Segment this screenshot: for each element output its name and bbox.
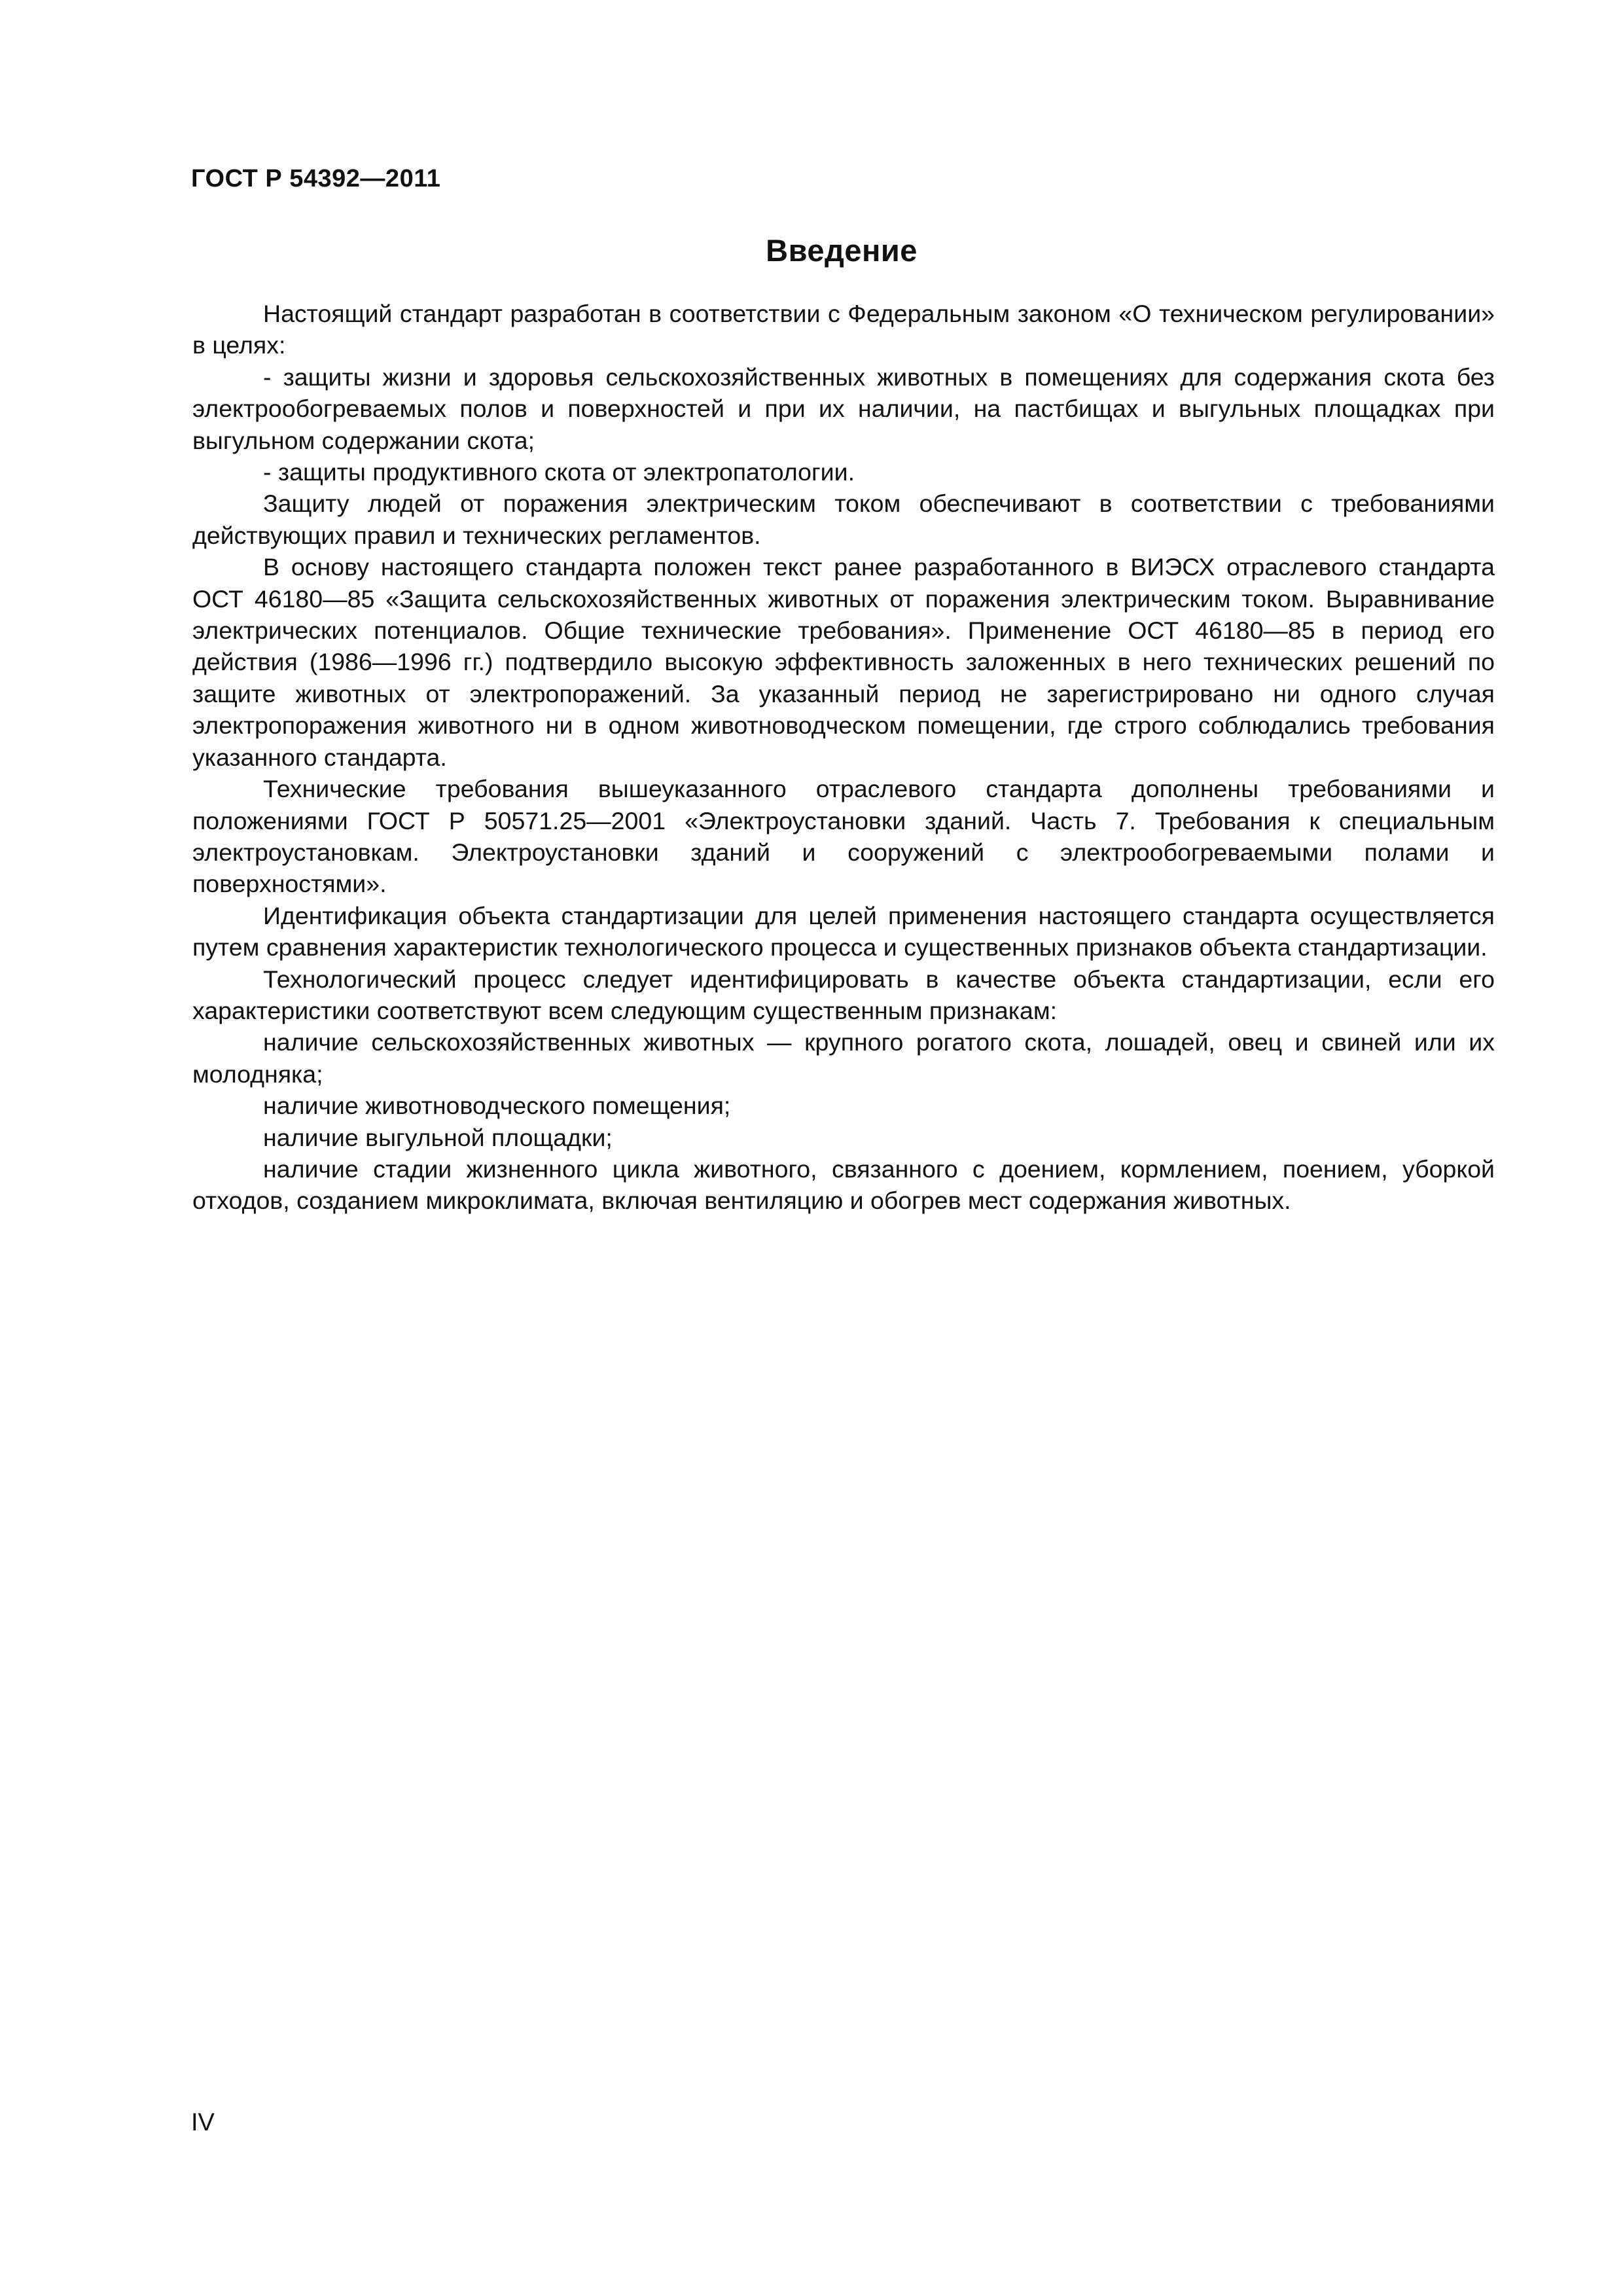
paragraph: наличие животноводческого помещения; [263, 1092, 731, 1120]
document-header: ГОСТ Р 54392—2011 [191, 165, 441, 192]
paragraph: В основу настоящего стандарта положен текст ранее разработанного в ВИЭСХ отраслевого стандарта ОСТ 46180—85 «Защита сельскохозяйственных животных от поражения электрическим током. Выравнивание электрических потенциалов. Общие технические требования». Применение ОСТ 46180—85 в период его действия (1986—1996 гг.) подтвердило высокую эффективность заложенных в него технических решений по защите животных от электропоражений. За указанный период не зарегистрировано ни одного случая электропоражения животного ни в одном животноводческом помещении, где строго соблюдались требования указанного стандарта. [192, 553, 1495, 771]
paragraph: Настоящий стандарт разработан в соответствии с Федеральным законом «О техническом регулировании» в целях: [192, 300, 1495, 359]
page-number: IV [191, 2109, 215, 2136]
paragraph: наличие стадии жизненного цикла животного, связанного с доением, кормлением, поением, уборкой отходов, созданием микроклимата, включая вентиляцию и обогрев мест содержания животных. [192, 1155, 1495, 1215]
paragraph: Идентификация объекта стандартизации для целей применения настоящего стандарта осуществляется путем сравнения характеристик технологического процесса и существенных признаков объекта стандартизации. [192, 901, 1495, 961]
paragraph: - защиты продуктивного скота от электропатологии. [263, 458, 855, 486]
section-title: Введение [766, 233, 918, 268]
paragraph: - защиты жизни и здоровья сельскохозяйственных животных в помещениях для содержания скота без электрообогреваемых полов и поверхностей и при их наличии, на пастбищах и выгульных площадках при выгульном содержании скота; [192, 363, 1495, 454]
paragraph: Технические требования вышеуказанного отраслевого стандарта дополнены требованиями и положениями ГОСТ Р 50571.25—2001 «Электроустановки зданий. Часть 7. Требования к специальным электроустановкам. Электроустановки зданий и сооружений с электрообогреваемыми полами и поверхностями». [192, 775, 1495, 898]
paragraph: наличие выгульной площадки; [263, 1123, 613, 1151]
paragraph: наличие сельскохозяйственных животных — крупного рогатого скота, лошадей, овец и свиней или их молодняка; [192, 1028, 1495, 1088]
introduction-body [192, 298, 1495, 1217]
paragraph: Технологический процесс следует идентифицировать в качестве объекта стандартизации, если его характеристики соответствуют всем следующим существенным признакам: [192, 965, 1495, 1024]
paragraph: Защиту людей от поражения электрическим током обеспечивают в соответствии с требованиями действующих правил и технических регламентов. [192, 490, 1495, 549]
